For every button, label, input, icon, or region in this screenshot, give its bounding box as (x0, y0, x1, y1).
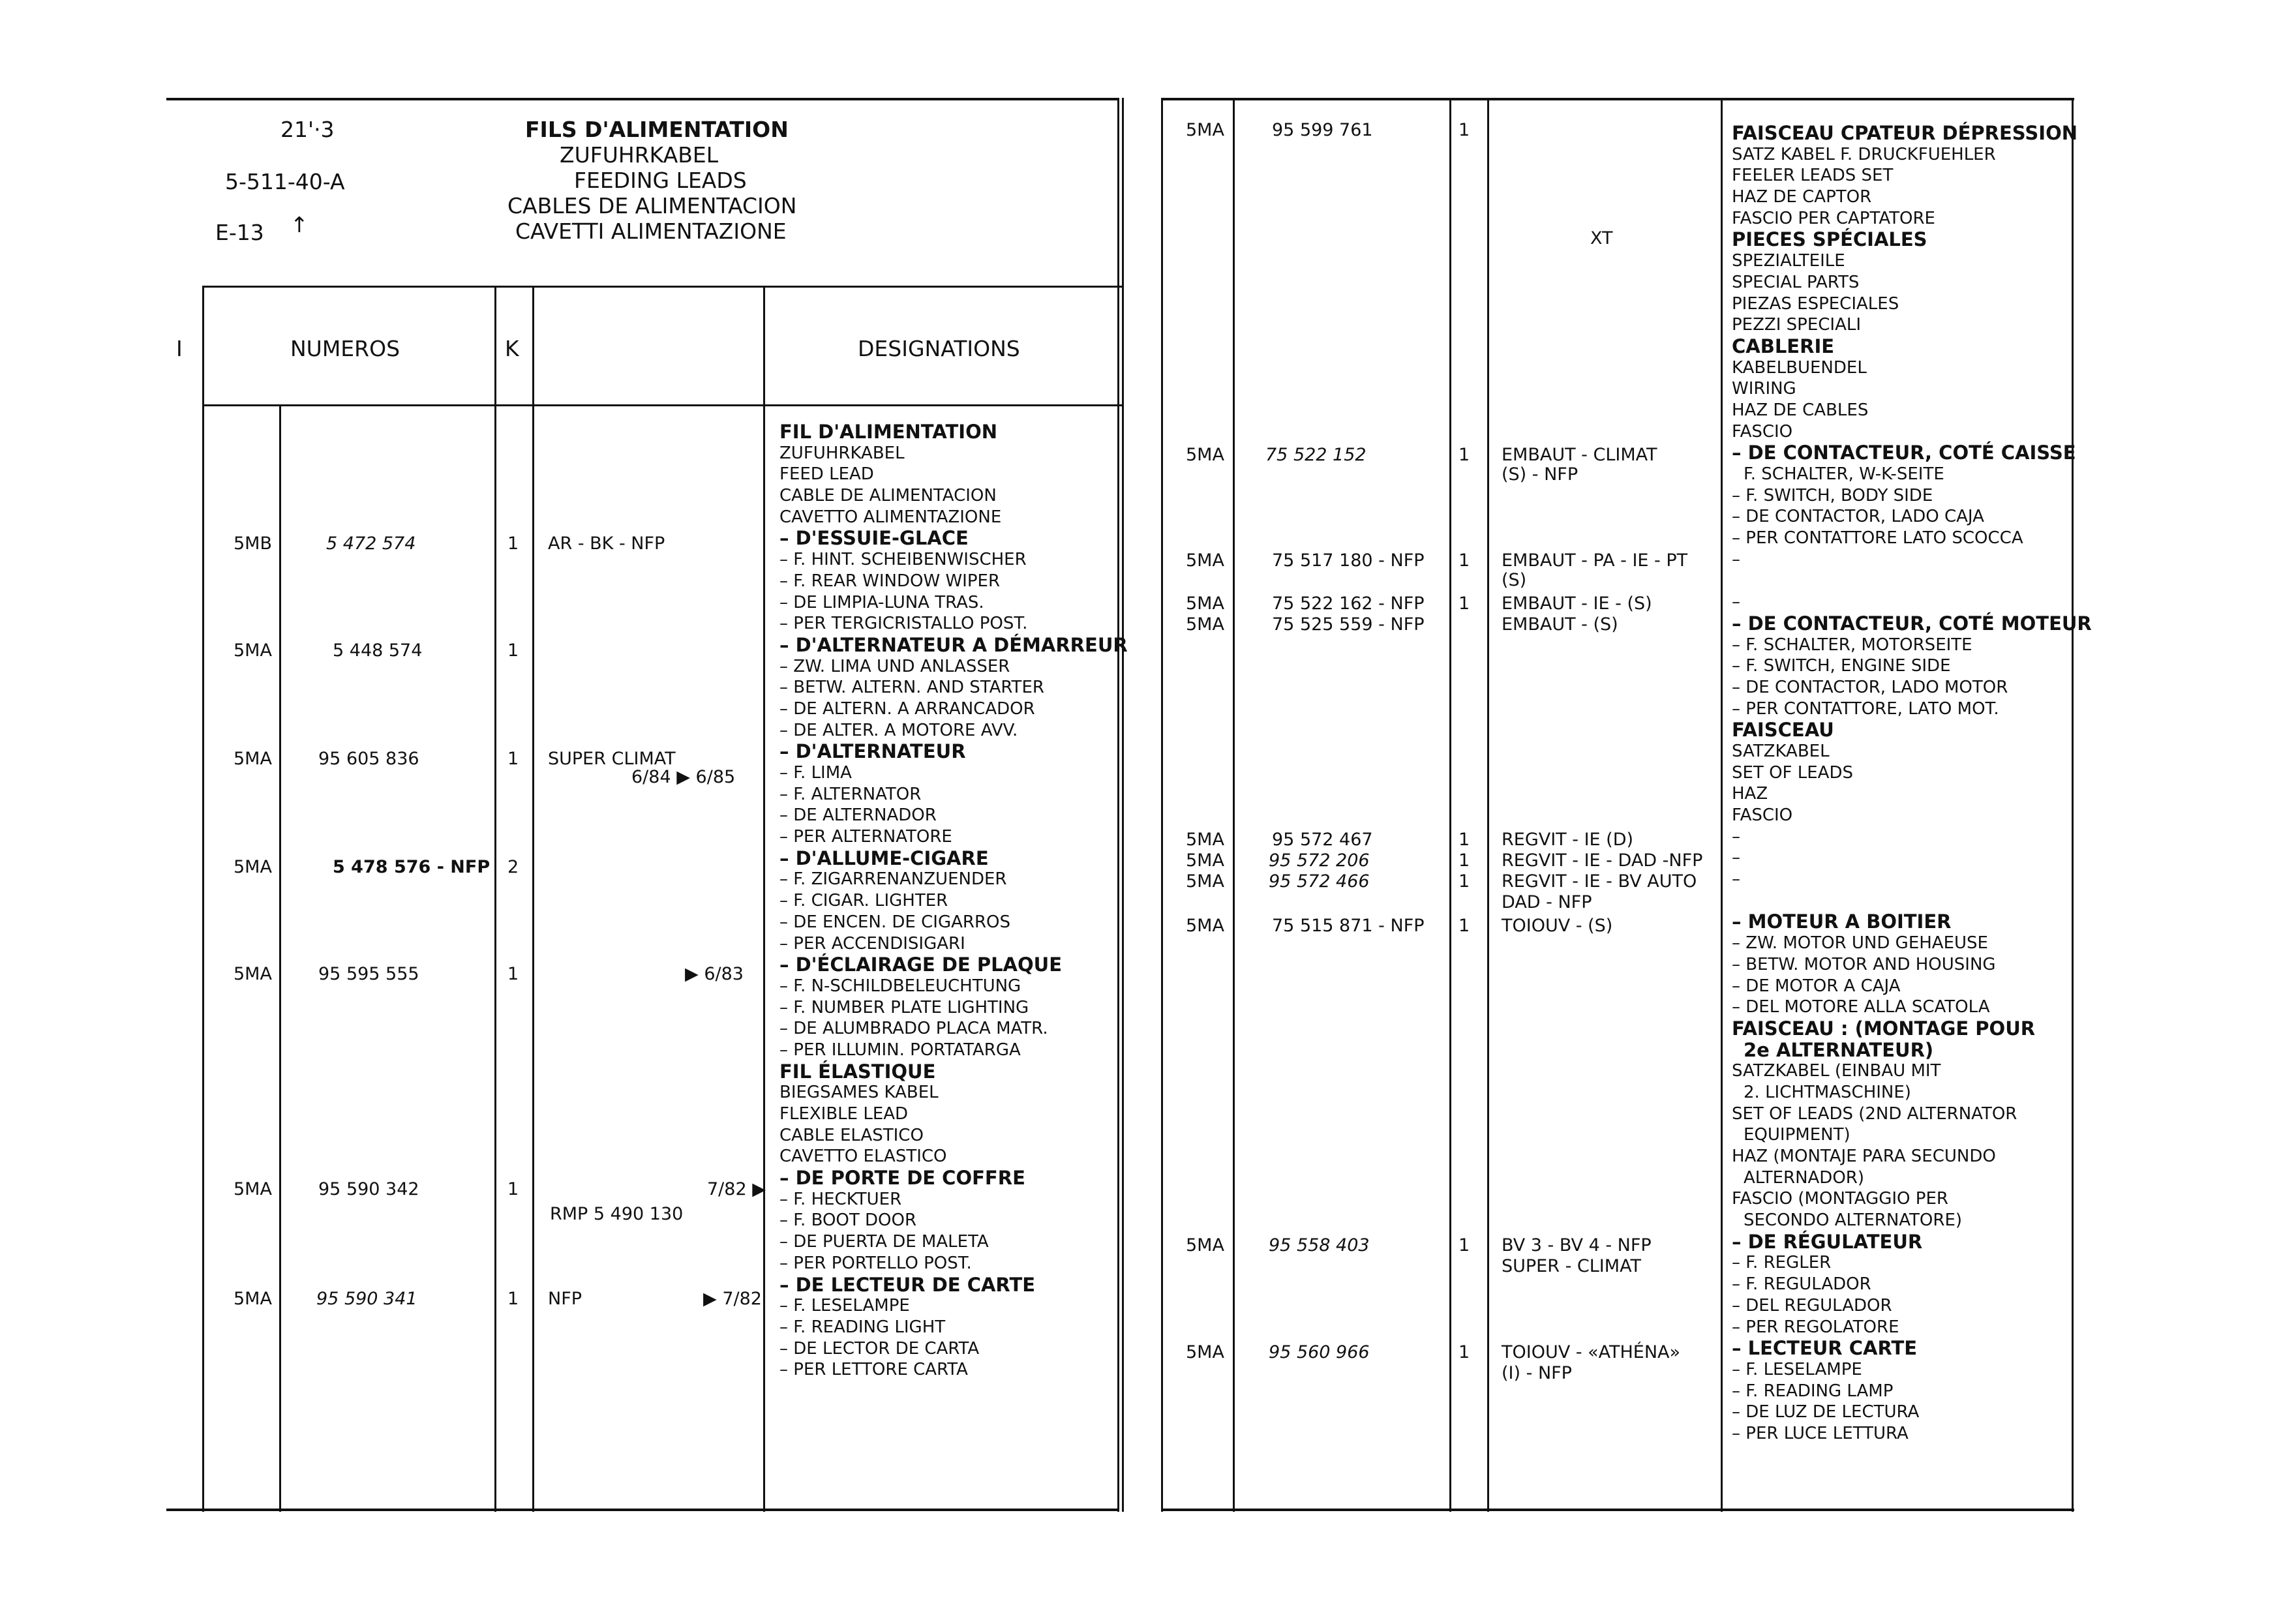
designation-line: – (1732, 549, 1740, 569)
designation-line: FEED LEAD (779, 464, 874, 485)
row-number: 75 517 180 - NFP (1272, 550, 1425, 571)
row-date-range: 6/84 ▶ 6/85 (631, 767, 736, 787)
designation-line: – DE ALTERN. A ARRANCADOR (779, 698, 1035, 719)
row-qty: 1 (507, 533, 519, 554)
row-number: 75 522 152 (1265, 445, 1367, 465)
section-code: E-13 (215, 220, 264, 245)
row-number: 95 558 403 (1269, 1235, 1370, 1255)
designation-line: PEZZI SPECIALI (1732, 315, 1862, 335)
col-designations-header: DESIGNATIONS (858, 336, 1020, 361)
designation-line: – PER CONTATTORE, LATO MOT. (1732, 698, 1999, 719)
row-number: 95 599 761 (1272, 120, 1373, 140)
title-es: CABLES DE ALIMENTACION (507, 193, 797, 218)
row-qty: 1 (1458, 120, 1470, 140)
designation-line: – DE RÉGULATEUR (1732, 1230, 1923, 1253)
designation-line: – (1732, 826, 1740, 847)
designation-line: BIEGSAMES KABEL (779, 1083, 939, 1103)
designation-line: – DE MOTOR A CAJA (1732, 976, 1901, 996)
row-number: 95 590 341 (316, 1289, 417, 1309)
designation-line: – F. NUMBER PLATE LIGHTING (779, 997, 1029, 1017)
row-info-2: (I) - NFP (1502, 1363, 1572, 1383)
row-info: TOIOUV - «ATHÉNA» (1502, 1342, 1681, 1362)
designation-line: FAISCEAU (1732, 719, 1834, 742)
designation-line: – F. REGULADOR (1732, 1274, 1871, 1295)
designation-line: – BETW. MOTOR AND HOUSING (1732, 954, 1996, 974)
col-k-header: K (505, 336, 519, 361)
bottom-rule-right (1161, 1509, 2074, 1511)
designation-line: – BETW. ALTERN. AND STARTER (779, 678, 1044, 698)
designation-line: – PER ALTERNATORE (779, 827, 952, 847)
designation-line: – D'ALTERNATEUR (779, 740, 966, 763)
row-qty: 1 (1458, 1235, 1470, 1255)
row-number: 5 472 574 (326, 533, 416, 554)
row-info: SUPER CLIMAT (548, 749, 676, 769)
row-qty: 1 (507, 1179, 519, 1199)
row-info: EMBAUT - CLIMAT (1502, 445, 1657, 465)
designation-line (1732, 570, 2092, 592)
designation-line: – F. HINT. SCHEIBENWISCHER (779, 550, 1027, 570)
designation-line: – F. SCHALTER, MOTORSEITE (1732, 635, 1972, 655)
designation-line: – (1732, 592, 1740, 612)
col-index-header: I (176, 336, 183, 361)
row-code: 5MA (234, 749, 272, 769)
row-code: 5MA (1186, 593, 1224, 614)
row-info: REGVIT - IE (D) (1502, 830, 1634, 850)
column-header-rule (202, 404, 1122, 406)
row-code: 5MA (1186, 830, 1224, 850)
designation-line: – MOTEUR A BOITIER (1732, 910, 1952, 933)
designation-line: FEELER LEADS SET (1732, 166, 1894, 186)
designation-line: – F. SWITCH, ENGINE SIDE (1732, 656, 1951, 676)
designation-line: FAISCEAU CPATEUR DÉPRESSION (1732, 122, 2077, 144)
designation-line: – (1732, 848, 1740, 868)
row-info: XT (1590, 228, 1613, 248)
designation-line: SPEZIALTEILE (1732, 251, 1845, 271)
right-designations-list (1732, 123, 2092, 1445)
col-numeros-header: NUMEROS (290, 336, 400, 361)
designation-line: – F. ALTERNATOR (779, 784, 922, 804)
designation-line: 2e ALTERNATEUR) (1744, 1038, 1934, 1061)
row-qty: 1 (1458, 1342, 1470, 1362)
designation-line: – F. BOOT DOOR (779, 1210, 917, 1231)
designation-line: – D'ESSUIE-GLACE (779, 527, 969, 550)
left-col-line-4 (532, 286, 534, 1512)
row-code: 5MB (234, 533, 272, 554)
designation-line: – ZW. LIMA UND ANLASSER (779, 656, 1010, 676)
designation-line: – D'ALTERNATEUR A DÉMARREUR (779, 633, 1128, 656)
row-qty: 1 (507, 640, 519, 661)
designation-line: CAVETTO ALIMENTAZIONE (779, 507, 1002, 527)
row-code: 5MA (1186, 1235, 1224, 1255)
designation-line: WIRING (1732, 379, 1796, 399)
designation-line: FAISCEAU : (MONTAGE POUR (1732, 1017, 2036, 1040)
row-number: 95 590 342 (318, 1179, 419, 1199)
row-qty: 1 (1458, 593, 1470, 614)
row-code: 5MA (1186, 916, 1224, 936)
row-qty: 1 (507, 964, 519, 984)
row-date-range: ▶ 6/83 (685, 964, 744, 984)
left-designations-list (779, 421, 1128, 1381)
right-col-line-2 (1233, 98, 1235, 1512)
designation-line: – F. READING LAMP (1732, 1381, 1894, 1401)
left-col-line-2 (279, 404, 281, 1512)
designation-line: – F. LESELAMPE (1732, 1359, 1862, 1379)
row-info: RMP 5 490 130 (550, 1204, 684, 1224)
row-qty: 1 (507, 1289, 519, 1309)
row-qty: 1 (507, 749, 519, 769)
part-code: 5-511-40-A (225, 169, 345, 194)
designation-line: FASCIO (1732, 421, 1793, 442)
row-number: 75 522 162 - NFP (1272, 593, 1425, 614)
row-code: 5MA (1186, 871, 1224, 892)
title-it: CAVETTI ALIMENTAZIONE (515, 218, 787, 244)
right-col-line-3 (1449, 98, 1451, 1512)
designation-line: SPECIAL PARTS (1732, 272, 1860, 292)
designation-line: 2. LICHTMASCHINE) (1744, 1082, 1911, 1102)
designation-line: – DE ALTERNADOR (779, 805, 937, 826)
row-info: BV 3 - BV 4 - NFP (1502, 1235, 1652, 1255)
designation-line (1732, 890, 2092, 912)
designation-line: FIL D'ALIMENTATION (779, 421, 997, 443)
designation-line: – PER PORTELLO POST. (779, 1253, 972, 1273)
row-info-2: (S) - NFP (1502, 464, 1578, 485)
row-qty: 2 (507, 857, 519, 877)
designation-line: CABLERIE (1732, 335, 1835, 357)
row-number: 5 478 576 - NFP (333, 857, 491, 877)
designation-line: – DE LIMPIA-LUNA TRAS. (779, 592, 984, 612)
row-number: 95 560 966 (1269, 1342, 1370, 1362)
row-number: 75 525 559 - NFP (1272, 614, 1425, 635)
row-info: REGVIT - IE - DAD -NFP (1502, 850, 1703, 871)
row-info-2: (S) (1502, 570, 1527, 590)
designation-line: CABLE DE ALIMENTACION (779, 486, 997, 506)
row-info: NFP (548, 1289, 582, 1309)
row-qty: 1 (1458, 830, 1470, 850)
page-ref: 21'·3 (280, 117, 335, 142)
row-qty: 1 (1458, 916, 1470, 936)
designation-line: – D'ALLUME-CIGARE (779, 847, 989, 869)
row-info: EMBAUT - PA - IE - PT (1502, 550, 1688, 571)
row-info: AR - BK - NFP (548, 533, 665, 554)
row-info: REGVIT - IE - BV AUTO (1502, 871, 1697, 892)
bottom-rule-left (166, 1509, 1117, 1511)
row-code: 5MA (234, 857, 272, 877)
designation-line: – F. READING LIGHT (779, 1317, 946, 1337)
designation-line: – DEL MOTORE ALLA SCATOLA (1732, 997, 1990, 1017)
designation-line: PIECES SPÉCIALES (1732, 228, 1927, 251)
row-info-2: DAD - NFP (1502, 892, 1592, 912)
designation-line: HAZ DE CAPTOR (1732, 187, 1872, 207)
top-rule-right (1161, 98, 2074, 100)
designation-line: – DE PORTE DE COFFRE (779, 1167, 1025, 1190)
designation-line: – DE CONTACTOR, LADO MOTOR (1732, 677, 2008, 697)
designation-line: – DE CONTACTEUR, COTÉ MOTEUR (1732, 612, 2092, 635)
designation-line: HAZ (MONTAJE PARA SECUNDO (1732, 1147, 1996, 1166)
designation-line: – F. SWITCH, BODY SIDE (1732, 485, 1933, 505)
designation-line: – DE ALTER. A MOTORE AVV. (779, 720, 1018, 740)
title-de: ZUFUHRKABEL (560, 142, 719, 168)
row-code: 5MA (1186, 614, 1224, 635)
designation-line: – DE LECTEUR DE CARTE (779, 1273, 1036, 1296)
row-info: EMBAUT - (S) (1502, 614, 1618, 635)
designation-line: SET OF LEADS (1732, 762, 1853, 783)
row-code: 5MA (1186, 120, 1224, 140)
designation-line: HAZ DE CABLES (1732, 400, 1869, 420)
left-col-line-1 (202, 286, 204, 1512)
designation-line: – DE ENCEN. DE CIGARROS (779, 912, 1010, 932)
row-info-2: SUPER - CLIMAT (1502, 1256, 1641, 1276)
designation-line: SECONDO ALTERNATORE) (1744, 1210, 1963, 1231)
designation-line: FASCIO (1732, 805, 1793, 825)
designation-line: – PER CONTATTORE LATO SCOCCA (1732, 528, 2023, 548)
header-rule (202, 286, 1122, 288)
row-date-range: 7/82 ▶ (707, 1179, 766, 1199)
designation-line: – F. HECKTUER (779, 1189, 902, 1209)
row-code: 5MA (1186, 850, 1224, 871)
section-arrow-icon: ↑ (290, 212, 309, 237)
row-number: 95 572 206 (1269, 850, 1370, 871)
designation-line: – PER REGOLATORE (1732, 1317, 1899, 1337)
right-col-line-4 (1487, 98, 1489, 1512)
row-number: 95 572 466 (1269, 871, 1370, 892)
designation-line: HAZ (1732, 784, 1768, 804)
row-number: 5 448 574 (333, 640, 423, 661)
row-code: 5MA (234, 964, 272, 984)
designation-line: PIEZAS ESPECIALES (1732, 293, 1899, 314)
designation-line: – F. N-SCHILDBELEUCHTUNG (779, 976, 1021, 996)
row-number: 75 515 871 - NFP (1272, 916, 1425, 936)
row-qty: 1 (1458, 445, 1470, 465)
right-col-line-5 (1721, 98, 1723, 1512)
title-en: FEEDING LEADS (574, 168, 747, 193)
designation-line: FASCIO PER CAPTATORE (1732, 208, 1935, 228)
designation-line: SATZKABEL (EINBAU MIT (1732, 1061, 1941, 1081)
designation-line: FLEXIBLE LEAD (779, 1104, 909, 1124)
designation-line: – LECTEUR CARTE (1732, 1337, 1918, 1360)
designation-line: F. SCHALTER, W-K-SEITE (1744, 464, 1944, 484)
designation-line: – PER LETTORE CARTA (779, 1360, 968, 1380)
title-fr: FILS D'ALIMENTATION (525, 117, 789, 142)
left-col-line-5 (763, 286, 765, 1512)
row-date-range: ▶ 7/82 (703, 1289, 762, 1309)
row-code: 5MA (234, 1179, 272, 1199)
row-number: 95 605 836 (318, 749, 419, 769)
designation-line: – (1732, 869, 1740, 890)
designation-line: – F. LESELAMPE (779, 1296, 910, 1316)
designation-line: FASCIO (MONTAGGIO PER (1732, 1189, 1948, 1209)
designation-line: EQUIPMENT) (1744, 1125, 1850, 1145)
designation-line: – D'ÉCLAIRAGE DE PLAQUE (779, 954, 1063, 976)
designation-line: SET OF LEADS (2ND ALTERNATOR (1732, 1104, 2017, 1124)
designation-line: – DE LUZ DE LECTURA (1732, 1402, 1920, 1422)
left-col-line-3 (494, 286, 496, 1512)
designation-line: – F. CIGAR. LIGHTER (779, 891, 948, 911)
row-code: 5MA (234, 1289, 272, 1309)
designation-line: CAVETTO ELASTICO (779, 1147, 947, 1167)
designation-line: – PER TERGICRISTALLO POST. (779, 614, 1028, 634)
designation-line: SATZ KABEL F. DRUCKFUEHLER (1732, 144, 1996, 164)
designation-line: KABELBUENDEL (1732, 357, 1867, 378)
designation-line: – F. ZIGARRENANZUENDER (779, 869, 1007, 890)
designation-line: – DE LECTOR DE CARTA (779, 1338, 980, 1359)
row-code: 5MA (1186, 1342, 1224, 1362)
designation-line: – DE CONTACTEUR, COTÉ CAISSE (1732, 442, 2076, 464)
designation-line: SATZKABEL (1732, 741, 1830, 761)
row-info: EMBAUT - IE - (S) (1502, 593, 1652, 614)
row-code: 5MA (1186, 445, 1224, 465)
row-qty: 1 (1458, 871, 1470, 892)
designation-line: – PER LUCE LETTURA (1732, 1423, 1909, 1443)
designation-line: – DE PUERTA DE MALETA (779, 1232, 989, 1252)
designation-line: – DE ALUMBRADO PLACA MATR. (779, 1019, 1048, 1039)
designation-line: – PER ACCENDISIGARI (779, 933, 965, 954)
designation-line: ALTERNADOR) (1744, 1167, 1864, 1188)
row-number: 95 572 467 (1272, 830, 1373, 850)
designation-line: ZUFUHRKABEL (779, 443, 905, 463)
row-code: 5MA (1186, 550, 1224, 571)
designation-line: – F. REGLER (1732, 1253, 1832, 1273)
row-qty: 1 (1458, 850, 1470, 871)
designation-line: – F. REAR WINDOW WIPER (779, 571, 1001, 591)
row-info: TOIOUV - (S) (1502, 916, 1613, 936)
designation-line: CABLE ELASTICO (779, 1125, 924, 1145)
row-code: 5MA (234, 640, 272, 661)
designation-line: – ZW. MOTOR UND GEHAEUSE (1732, 933, 1988, 954)
designation-line: – DEL REGULADOR (1732, 1295, 1892, 1315)
designation-line: – PER ILLUMIN. PORTATARGA (779, 1040, 1021, 1060)
row-qty: 1 (1458, 550, 1470, 571)
designation-line: – F. LIMA (779, 763, 852, 783)
right-col-line-1 (1161, 98, 1163, 1512)
designation-line: – DE CONTACTOR, LADO CAJA (1732, 507, 1984, 527)
top-rule-left (166, 98, 1117, 100)
row-number: 95 595 555 (318, 964, 419, 984)
designation-line: FIL ÉLASTIQUE (779, 1060, 936, 1083)
